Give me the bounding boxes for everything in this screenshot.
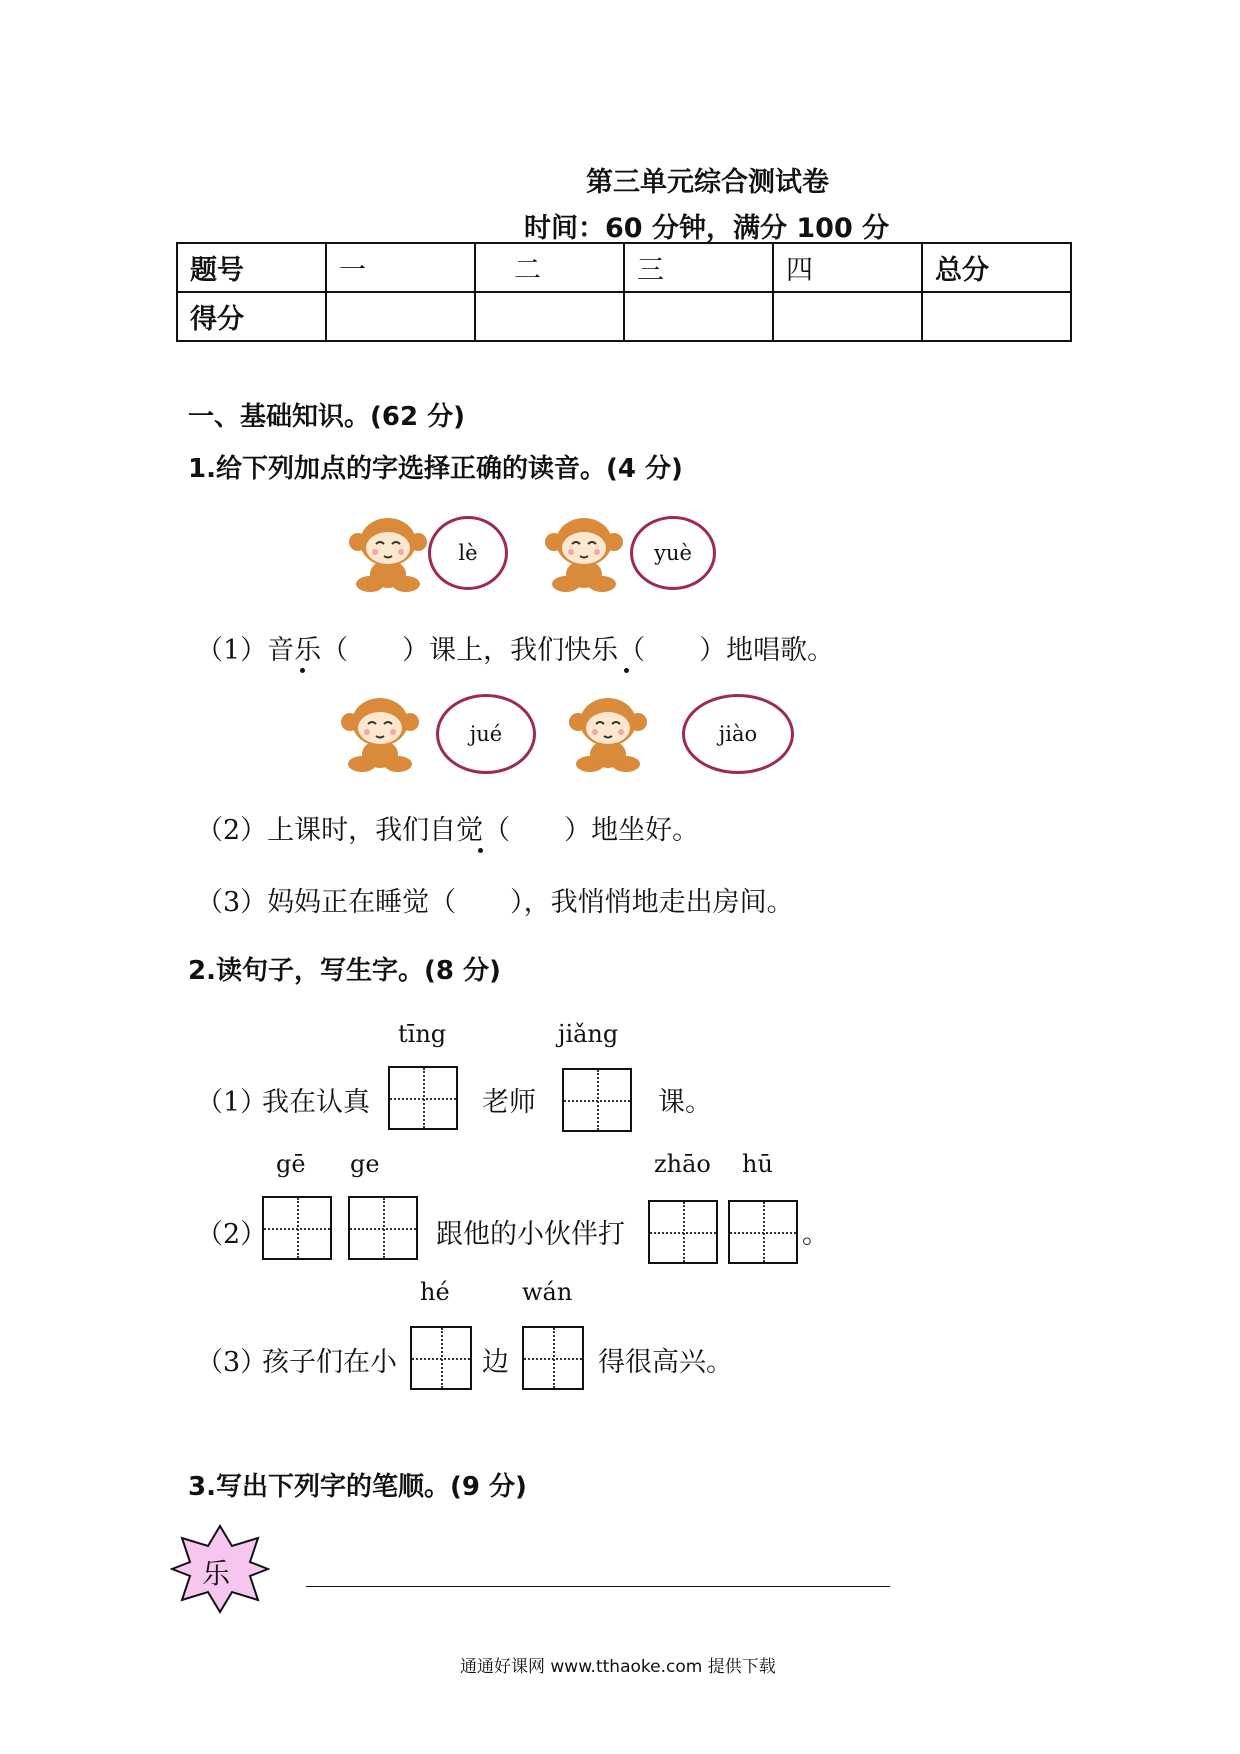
score-table-score-row xyxy=(177,292,1071,341)
emphasis-dot xyxy=(624,668,629,673)
reading-option-yue[interactable] xyxy=(630,516,716,590)
answer-line[interactable] xyxy=(306,1586,890,1587)
writing-grid-box[interactable] xyxy=(388,1066,458,1130)
pinyin-label: gē xyxy=(276,1150,306,1178)
question-1-line-1: （1）音乐（ ）课上，我们快乐（ ）地唱歌。 xyxy=(196,635,835,666)
reading-option-label: jiào xyxy=(718,722,758,746)
reading-option-label: lè xyxy=(458,541,478,565)
score-table-cell: 四 xyxy=(773,243,922,292)
question-1-title: 1.给下列加点的字选择正确的读音。(4 分) xyxy=(188,454,683,484)
score-input-cell[interactable] xyxy=(624,292,773,341)
reading-option-label: jué xyxy=(469,722,503,746)
sentence-text: 老师 xyxy=(482,1087,536,1118)
score-input-cell[interactable] xyxy=(475,292,624,341)
emphasis-dot xyxy=(478,848,483,853)
reading-option-le[interactable] xyxy=(428,516,508,590)
sentence-text: 我在认真 xyxy=(262,1087,370,1118)
page-subtitle: 时间：60 分钟，满分 100 分 xyxy=(524,213,890,244)
sentence-text: 。 xyxy=(802,1219,829,1250)
score-table-header-row xyxy=(177,243,1071,292)
sentence-text: 孩子们在小 xyxy=(262,1347,397,1378)
question-1-line-3: （3）妈妈正在睡觉（ ），我悄悄地走出房间。 xyxy=(196,887,794,918)
pinyin-label: hé xyxy=(420,1278,450,1306)
monkey-icon xyxy=(568,694,652,774)
writing-grid-box[interactable] xyxy=(410,1326,472,1390)
writing-grid-box[interactable] xyxy=(648,1200,718,1264)
pinyin-label: ge xyxy=(350,1150,380,1178)
writing-grid-box[interactable] xyxy=(522,1326,584,1390)
page-title: 第三单元综合测试卷 xyxy=(586,167,829,198)
score-input-cell[interactable] xyxy=(922,292,1071,341)
score-table xyxy=(176,242,1072,342)
pinyin-label: hū xyxy=(742,1150,773,1178)
sentence-text: 跟他的小伙伴打 xyxy=(436,1219,625,1250)
sentence-text: 得很高兴。 xyxy=(598,1347,733,1378)
sentence-number: （3） xyxy=(196,1347,268,1378)
sentence-text: 边 xyxy=(482,1347,509,1378)
score-table-cell: 三 xyxy=(624,243,773,292)
score-table-cell: 得分 xyxy=(177,292,326,341)
pinyin-label: wán xyxy=(522,1278,573,1306)
score-table-cell: 总分 xyxy=(922,243,1071,292)
section-title: 一、基础知识。(62 分) xyxy=(188,402,465,432)
writing-grid-box[interactable] xyxy=(562,1068,632,1132)
score-table-cell: 题号 xyxy=(177,243,326,292)
monkey-icon xyxy=(544,514,628,594)
writing-grid-box[interactable] xyxy=(348,1196,418,1260)
sentence-number: （2） xyxy=(196,1219,268,1250)
monkey-icon xyxy=(340,694,424,774)
writing-grid-box[interactable] xyxy=(728,1200,798,1264)
sentence-text: 课。 xyxy=(658,1087,712,1118)
reading-option-jue[interactable] xyxy=(436,694,536,774)
reading-option-label: yuè xyxy=(654,541,692,565)
footer-text: 通通好课网 www.tthaoke.com 提供下载 xyxy=(460,1657,776,1677)
emphasis-dot xyxy=(300,668,305,673)
score-table-cell: 二 xyxy=(475,243,624,292)
score-input-cell[interactable] xyxy=(326,292,475,341)
pinyin-label: tīng xyxy=(398,1020,447,1048)
stroke-order-char: 乐 xyxy=(202,1557,231,1590)
monkey-icon xyxy=(348,514,432,594)
pinyin-label: jiǎng xyxy=(558,1020,619,1048)
question-1-line-2: （2）上课时，我们自觉（ ）地坐好。 xyxy=(196,815,700,846)
question-3-title: 3.写出下列字的笔顺。(9 分) xyxy=(188,1472,527,1502)
score-input-cell[interactable] xyxy=(773,292,922,341)
reading-option-jiao[interactable] xyxy=(682,694,794,774)
question-2-title: 2.读句子，写生字。(8 分) xyxy=(188,956,501,986)
sentence-number: （1） xyxy=(196,1087,268,1118)
pinyin-label: zhāo xyxy=(654,1150,711,1178)
score-table-cell: 一 xyxy=(326,243,475,292)
writing-grid-box[interactable] xyxy=(262,1196,332,1260)
